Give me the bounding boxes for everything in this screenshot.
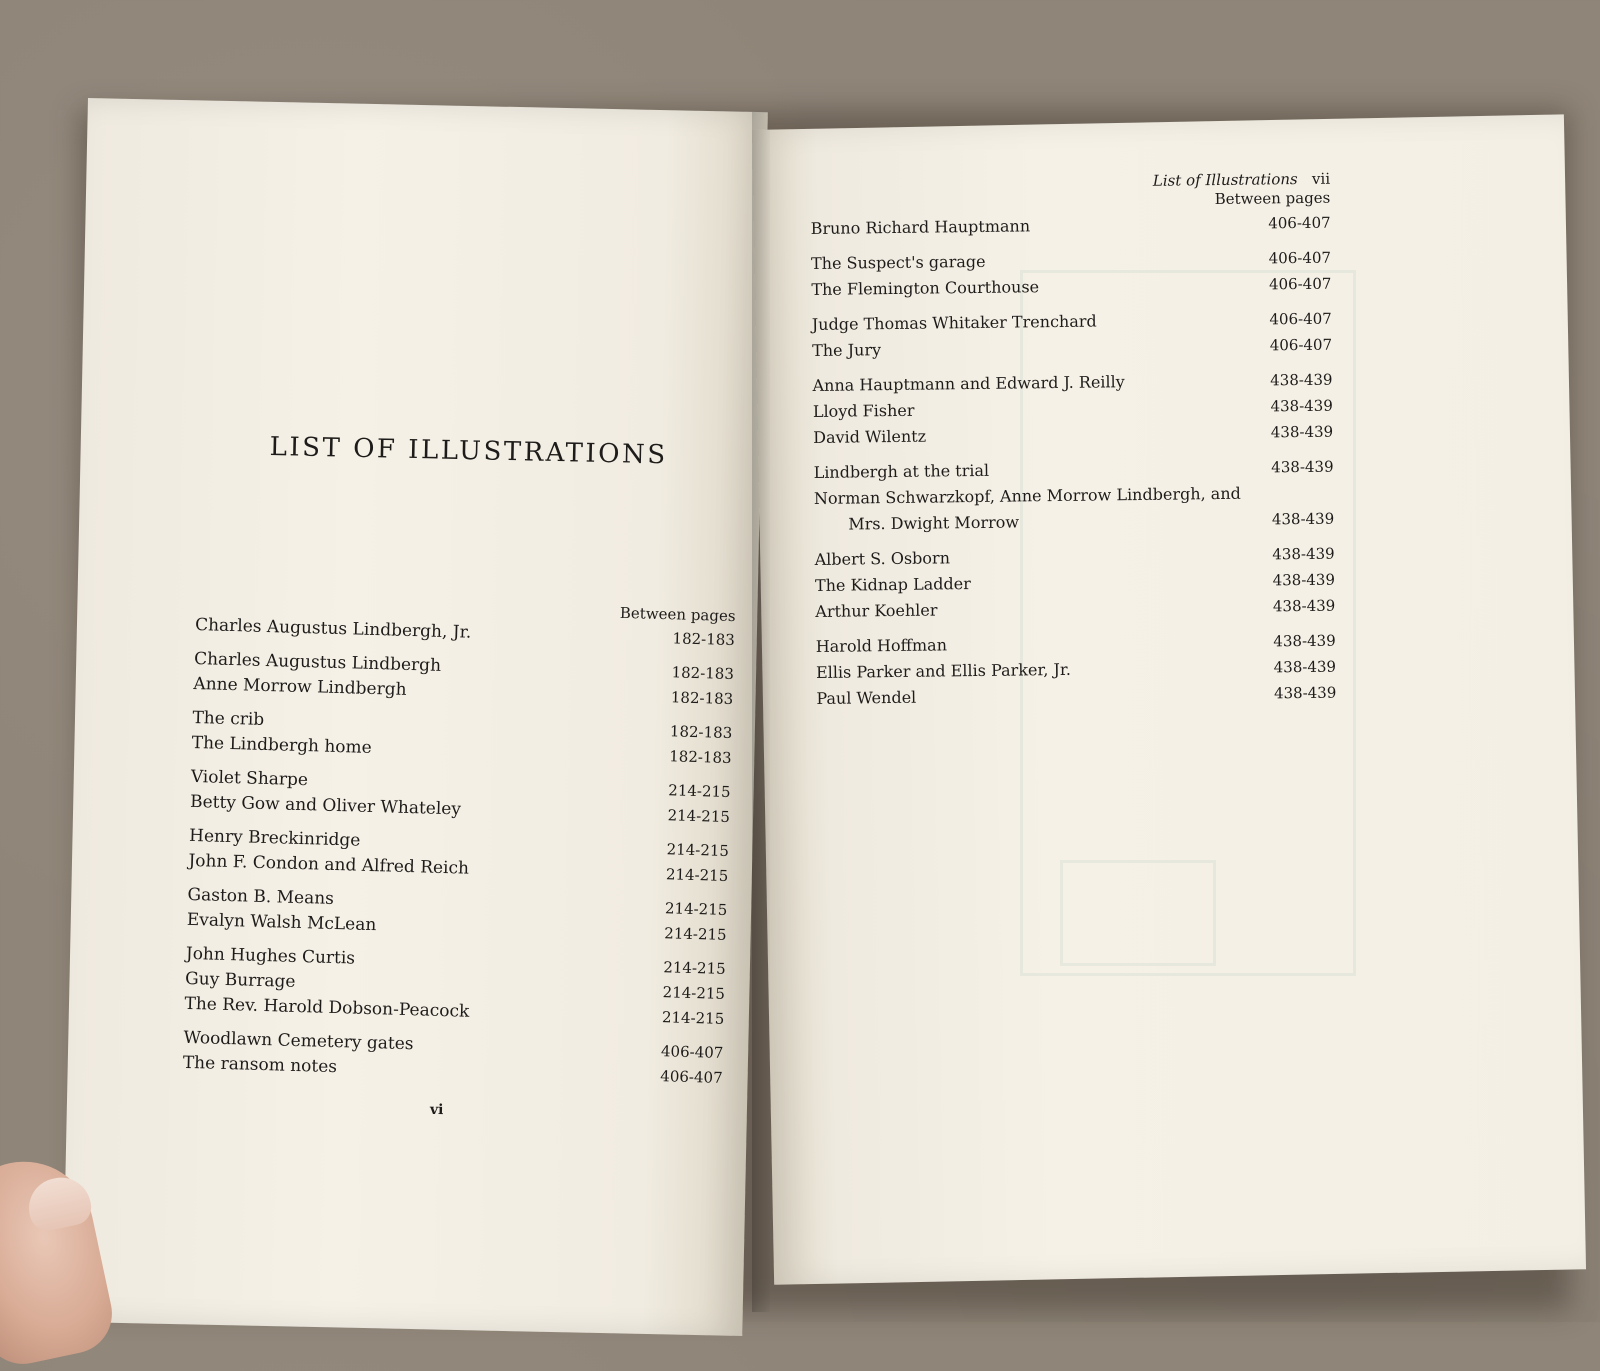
entry-group — [816, 628, 1337, 712]
illustration-caption: Norman Schwarzkopf, Anne Morrow Lindbergh, and — [813, 483, 1241, 508]
illustration-caption: Evalyn Walsh McLean — [186, 909, 377, 936]
illustration-caption: Gaston B. Means — [187, 884, 335, 909]
book-gutter — [752, 112, 770, 1312]
column-heading: Between pages — [1214, 188, 1331, 209]
list-item — [810, 210, 1330, 242]
list-item — [815, 593, 1335, 625]
entry-group — [812, 306, 1333, 364]
illustration-caption: The Rev. Harold Dobson-Peacock — [184, 993, 470, 1022]
entry-group — [811, 245, 1332, 303]
page-range: 406-407 — [1268, 274, 1332, 294]
list-item — [812, 332, 1332, 364]
illustration-caption: The crib — [192, 707, 265, 730]
page-range: 214-215 — [663, 958, 726, 978]
illustration-caption: The Suspect's garage — [810, 251, 986, 273]
page-range: 214-215 — [666, 840, 730, 860]
entry-group — [188, 824, 729, 889]
page-range: 438-439 — [1272, 596, 1336, 616]
entry-group — [186, 883, 727, 948]
illustration-caption: Judge Thomas Whitaker Trenchard — [811, 311, 1097, 334]
page-range: 214-215 — [664, 899, 728, 919]
page-range: 214-215 — [662, 983, 726, 1003]
entry-group — [191, 706, 732, 771]
illustration-caption: Charles Augustus Lindbergh — [193, 648, 442, 676]
illustration-caption: Harold Hoffman — [815, 635, 948, 656]
page-range: 406-407 — [1269, 335, 1333, 355]
illustration-caption: Lloyd Fisher — [812, 400, 915, 421]
illustration-caption: David Wilentz — [813, 426, 927, 447]
page-range: 406-407 — [1269, 309, 1332, 329]
page-range: 182-183 — [669, 722, 733, 743]
page-range: 182-183 — [669, 747, 732, 768]
illustration-caption: Mrs. Dwight Morrow — [848, 512, 1020, 534]
entry-group — [193, 647, 734, 712]
page-range: 438-439 — [1270, 422, 1334, 442]
page-range: 406-407 — [1268, 213, 1331, 233]
entry-group — [190, 765, 731, 830]
illustration-caption: John F. Condon and Alfred Reich — [188, 850, 470, 879]
right-entry-groups — [810, 210, 1336, 712]
illustration-caption: Bruno Richard Hauptmann — [810, 216, 1031, 238]
illustration-caption: Ellis Parker and Ellis Parker, Jr. — [815, 659, 1071, 682]
page-range: 438-439 — [1270, 370, 1333, 390]
page-range: 438-439 — [1273, 657, 1337, 677]
page-range: 438-439 — [1273, 631, 1336, 651]
page-range: 438-439 — [1270, 396, 1333, 416]
illustration-caption: The Jury — [812, 340, 882, 360]
list-item — [814, 506, 1334, 538]
illustration-caption: Woodlawn Cemetery gates — [183, 1027, 414, 1055]
illustration-caption: Violet Sharpe — [190, 766, 309, 791]
illustration-caption: Anne Morrow Lindbergh — [193, 673, 407, 700]
illustration-caption: The Lindbergh home — [191, 732, 372, 758]
page-range: 438-439 — [1272, 570, 1336, 590]
entry-group — [182, 1026, 723, 1091]
page-range: 406-407 — [660, 1042, 724, 1062]
page-range: 214-215 — [665, 865, 729, 885]
page-range: 438-439 — [1273, 683, 1337, 703]
illustration-caption: Albert S. Osborn — [814, 548, 951, 569]
page-range: 182-183 — [670, 688, 734, 709]
illustration-caption: Guy Burrage — [184, 968, 296, 992]
list-item — [813, 419, 1333, 451]
illustration-caption: John Hughes Curtis — [185, 943, 356, 969]
entry-group — [815, 541, 1336, 625]
illustration-caption: The Flemington Courthouse — [811, 277, 1040, 299]
entry-group — [184, 942, 726, 1032]
page-range: 406-407 — [660, 1067, 723, 1087]
illustration-caption: Arthur Koehler — [815, 600, 938, 621]
page-range: 182-183 — [671, 663, 735, 684]
illustration-caption: Anna Hauptmann and Edward J. Reilly — [812, 372, 1125, 395]
page-range: 214-215 — [668, 781, 731, 802]
illustration-caption: Betty Gow and Oliver Whateley — [189, 791, 462, 820]
list-item — [816, 680, 1336, 712]
illustration-caption: Henry Breckinridge — [188, 825, 361, 851]
page-number-right: vii — [1311, 169, 1331, 188]
entry-group — [810, 210, 1330, 242]
column-heading: Between pages — [619, 603, 736, 626]
page-range: 182-183 — [672, 629, 736, 650]
page-range: 438-439 — [1271, 457, 1334, 477]
show-through-floor-plan-detail — [1060, 860, 1216, 966]
illustration-caption: Paul Wendel — [816, 687, 917, 708]
page-number-left: vi — [429, 1101, 444, 1119]
left-entry-groups — [182, 613, 735, 1091]
page-range: 214-215 — [661, 1008, 725, 1028]
illustration-caption: Lindbergh at the trial — [813, 460, 990, 482]
entry-group — [813, 454, 1334, 538]
entry-group — [812, 367, 1333, 451]
running-head-title: List of Illustrations — [1152, 170, 1298, 190]
page-range: 438-439 — [1272, 544, 1335, 564]
illustration-caption: The Kidnap Ladder — [814, 574, 971, 595]
left-illustration-list — [182, 592, 736, 1100]
illustration-caption: Charles Augustus Lindbergh, Jr. — [194, 614, 472, 643]
page-range: 406-407 — [1268, 248, 1332, 268]
page-title: LIST OF ILLUSTRATIONS — [269, 432, 668, 471]
right-illustration-list — [810, 170, 1337, 721]
illustration-caption: The ransom notes — [182, 1052, 338, 1078]
list-item — [811, 271, 1331, 303]
page-range: 214-215 — [664, 924, 727, 944]
page-range: 438-439 — [1271, 509, 1335, 529]
page-range: 214-215 — [667, 806, 731, 826]
